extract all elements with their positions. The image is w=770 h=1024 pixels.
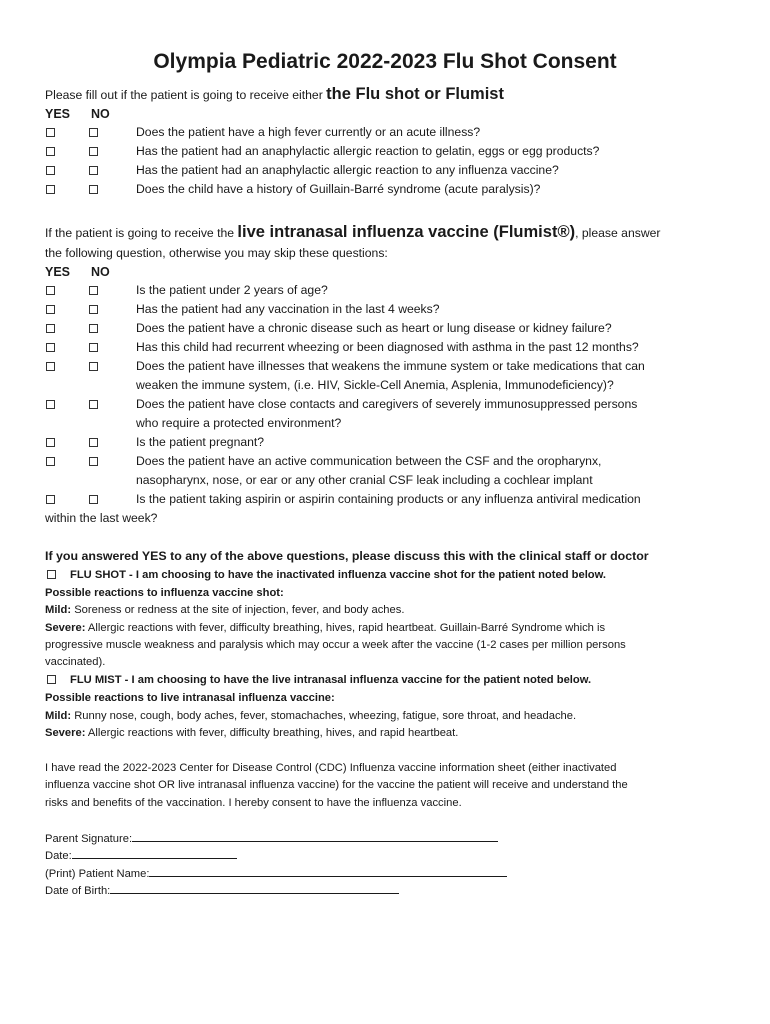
parent-signature-label: Parent Signature:	[45, 833, 133, 845]
consent-line-3: risks and benefits of the vaccination. I hereby consent to have the influenza vaccine.	[45, 797, 462, 809]
yes-header: YES	[45, 107, 71, 121]
flu-shot-label: FLU SHOT - I am choosing to have the inactivated influenza vaccine shot for the patient noted below.	[70, 569, 607, 581]
s1-question-4: Does the child have a history of Guillain-Barré syndrome (acute paralysis)?	[136, 182, 541, 196]
q2-yes-checkbox[interactable]	[46, 147, 55, 156]
consent-line-2: influenza vaccine shot OR live intranasal influenza vaccine) for the vaccine the patient will receive and understand the	[45, 779, 628, 791]
s2-q7-no-checkbox[interactable]	[89, 438, 98, 447]
patient-name-field[interactable]	[149, 865, 507, 877]
date-of-birth-label: Date of Birth:	[45, 885, 111, 897]
parent-signature-field[interactable]	[132, 830, 498, 842]
s2-q8-yes-checkbox[interactable]	[46, 457, 55, 466]
q4-no-checkbox[interactable]	[89, 185, 98, 194]
s2-question-3: Does the patient have a chronic disease such as heart or lung disease or kidney failure?	[136, 321, 612, 335]
s2-question-2: Has the patient had any vaccination in the last 4 weeks?	[136, 302, 440, 316]
patient-name-row	[45, 865, 507, 882]
date-row	[45, 847, 237, 864]
flu-mist-mild-label: Mild:	[45, 710, 72, 722]
s2-question-9-line1: Is the patient taking aspirin or aspirin containing products or any influenza antiviral medication	[136, 492, 641, 506]
s1-question-2: Has the patient had an anaphylactic allergic reaction to gelatin, eggs or egg products?	[136, 144, 600, 158]
flu-shot-mild-label: Mild:	[45, 604, 72, 616]
flu-mist-severe-label: Severe:	[45, 727, 86, 739]
q1-no-checkbox[interactable]	[89, 128, 98, 137]
flumist-intro-line1	[45, 224, 660, 241]
s2-question-6-line2: who require a protected environment?	[136, 416, 342, 430]
s2-q1-yes-checkbox[interactable]	[46, 286, 55, 295]
s2-q8-no-checkbox[interactable]	[89, 457, 98, 466]
flumist-intro-line2: the following question, otherwise you may skip these questions:	[45, 246, 388, 260]
flu-shot-mild-text: Soreness or redness at the site of injection, fever, and body aches.	[71, 604, 405, 616]
s2-q2-no-checkbox[interactable]	[89, 305, 98, 314]
q3-no-checkbox[interactable]	[89, 166, 98, 175]
s1-question-3: Has the patient had an anaphylactic allergic reaction to any influenza vaccine?	[136, 163, 559, 177]
s2-q4-no-checkbox[interactable]	[89, 343, 98, 352]
q4-yes-checkbox[interactable]	[46, 185, 55, 194]
flu-mist-checkbox[interactable]	[47, 675, 56, 684]
intro-text: Please fill out if the patient is going to receive either	[45, 88, 327, 102]
q3-yes-checkbox[interactable]	[46, 166, 55, 175]
form-title: Olympia Pediatric 2022-2023 Flu Shot Consent	[153, 50, 617, 73]
q2-no-checkbox[interactable]	[89, 147, 98, 156]
date-label: Date:	[45, 850, 72, 862]
s2-question-1: Is the patient under 2 years of age?	[136, 283, 328, 297]
q1-yes-checkbox[interactable]	[46, 128, 55, 137]
s2-question-9-line2: within the last week?	[45, 511, 158, 525]
no-header-2: NO	[91, 265, 110, 279]
flu-mist-severe	[45, 725, 458, 741]
s2-q6-no-checkbox[interactable]	[89, 400, 98, 409]
flu-shot-severe-line3: vaccinated).	[45, 656, 106, 668]
flu-shot-checkbox[interactable]	[47, 570, 56, 579]
no-header: NO	[91, 107, 110, 121]
yes-header-2: YES	[45, 265, 71, 279]
s2-q5-no-checkbox[interactable]	[89, 362, 98, 371]
s2-q3-no-checkbox[interactable]	[89, 324, 98, 333]
s2-q4-yes-checkbox[interactable]	[46, 343, 55, 352]
flu-mist-label: FLU MIST - I am choosing to have the live intranasal influenza vaccine for the patient noted below.	[70, 674, 592, 686]
s2-q9-no-checkbox[interactable]	[89, 495, 98, 504]
flu-mist-reactions-heading: Possible reactions to live intranasal influenza vaccine:	[45, 692, 335, 704]
s2-question-8-line2: nasopharynx, nose, or ear or any other cranial CSF leak including a cochlear implant	[136, 473, 593, 487]
flumist-intro-post: , please answer	[575, 226, 661, 240]
s1-question-1: Does the patient have a high fever currently or an acute illness?	[136, 125, 481, 139]
consent-line-1: I have read the 2022-2023 Center for Disease Control (CDC) Influenza vaccine information sheet (either inactivated	[45, 762, 617, 774]
s2-question-5-line2: weaken the immune system, (i.e. HIV, Sickle-Cell Anemia, Asplenia, Immunodeficiency)?	[136, 378, 614, 392]
date-field[interactable]	[72, 847, 237, 859]
flu-shot-severe-text1: Allergic reactions with fever, difficulty breathing, hives, rapid heartbeat. Guillain-Barré Syndrome which is	[85, 622, 606, 634]
date-of-birth-field[interactable]	[110, 882, 399, 894]
flumist-intro-emphasis: live intranasal influenza vaccine (Flumist®)	[237, 223, 576, 241]
s2-question-8-line1: Does the patient have an active communication between the CSF and the oropharynx,	[136, 454, 602, 468]
s2-q7-yes-checkbox[interactable]	[46, 438, 55, 447]
s2-q6-yes-checkbox[interactable]	[46, 400, 55, 409]
s2-q3-yes-checkbox[interactable]	[46, 324, 55, 333]
flu-shot-severe-label: Severe:	[45, 622, 86, 634]
flu-shot-reactions-heading: Possible reactions to influenza vaccine shot:	[45, 587, 284, 599]
flumist-intro-pre: If the patient is going to receive the	[45, 226, 238, 240]
s2-question-5-line1: Does the patient have illnesses that weakens the immune system or take medications that can	[136, 359, 645, 373]
s2-question-6-line1: Does the patient have close contacts and caregivers of severely immunosuppressed persons	[136, 397, 638, 411]
patient-name-label: (Print) Patient Name:	[45, 868, 150, 880]
s2-q9-yes-checkbox[interactable]	[46, 495, 55, 504]
s2-q2-yes-checkbox[interactable]	[46, 305, 55, 314]
s2-question-7: Is the patient pregnant?	[136, 435, 265, 449]
s2-q1-no-checkbox[interactable]	[89, 286, 98, 295]
flu-shot-severe-line2: progressive muscle weakness and paralysis which may occur a week after the vaccine (1-2 cases per million persons	[45, 639, 626, 651]
intro-line	[45, 86, 504, 103]
flu-mist-mild-text: Runny nose, cough, body aches, fever, stomachaches, wheezing, fatigue, sore throat, and headache.	[71, 710, 577, 722]
parent-signature-row	[45, 830, 498, 847]
flu-shot-mild	[45, 602, 404, 618]
intro-emphasis: the Flu shot or Flumist	[326, 85, 504, 103]
s2-question-4: Has this child had recurrent wheezing or been diagnosed with asthma in the past 12 months?	[136, 340, 639, 354]
discuss-notice: If you answered YES to any of the above questions, please discuss this with the clinical staff or doctor	[45, 549, 649, 563]
date-of-birth-row	[45, 882, 399, 899]
s2-q5-yes-checkbox[interactable]	[46, 362, 55, 371]
flu-shot-severe	[45, 620, 605, 636]
flu-mist-severe-text: Allergic reactions with fever, difficulty breathing, hives, and rapid heartbeat.	[85, 727, 459, 739]
flu-mist-mild	[45, 708, 576, 724]
